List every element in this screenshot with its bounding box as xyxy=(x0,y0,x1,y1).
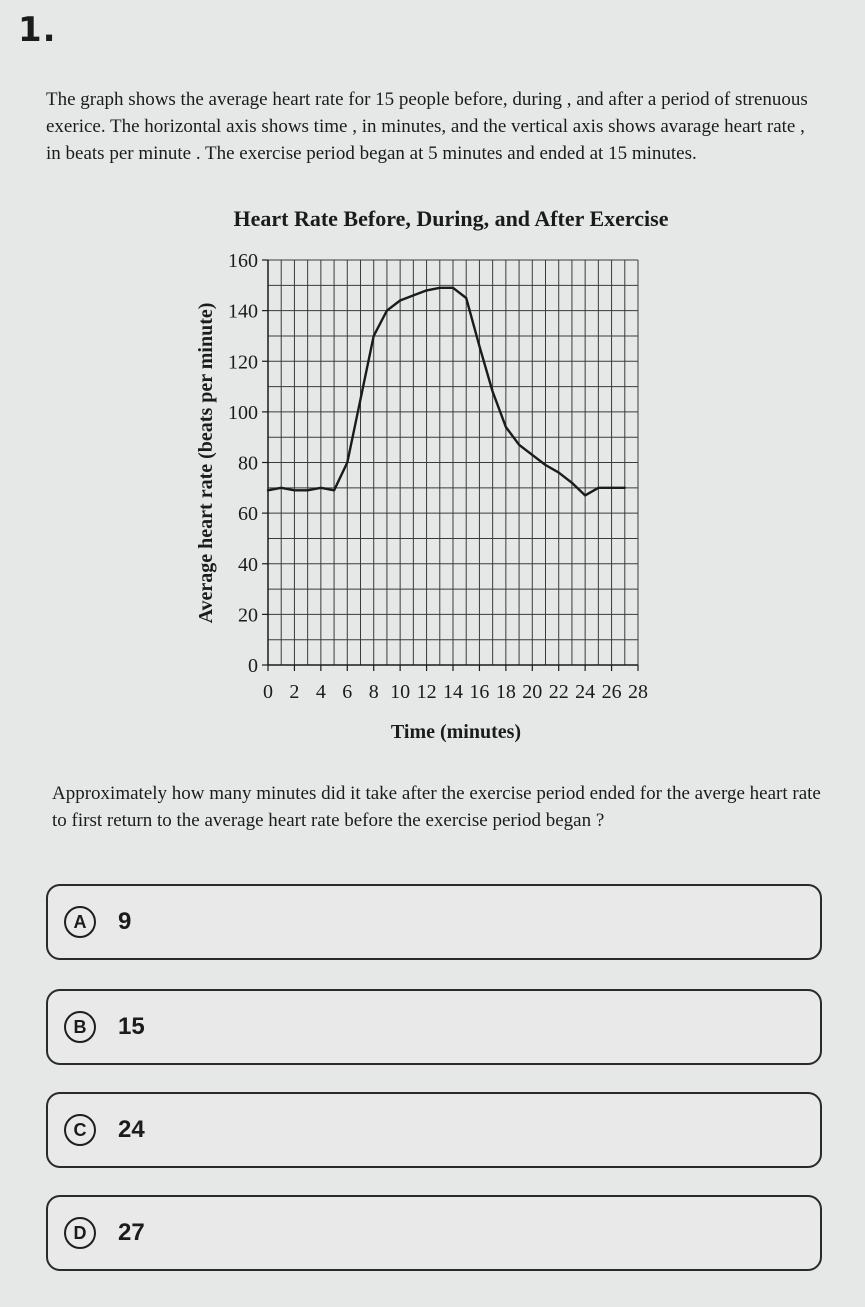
y-tick-label: 40 xyxy=(238,553,258,576)
x-tick-label: 0 xyxy=(263,681,273,703)
x-tick-label: 14 xyxy=(443,681,463,703)
x-tick-label: 6 xyxy=(342,681,353,703)
chart-title: Heart Rate Before, During, and After Exercise xyxy=(233,206,669,231)
choice-b-letter: B xyxy=(64,1011,96,1043)
y-tick-label: 80 xyxy=(238,452,258,475)
choice-d[interactable] xyxy=(46,1195,822,1271)
x-tick-label: 26 xyxy=(601,681,622,703)
choice-a-letter: A xyxy=(64,906,96,938)
x-tick-label: 4 xyxy=(315,681,326,703)
x-tick-label: 12 xyxy=(416,681,437,703)
choice-c-letter: C xyxy=(64,1114,96,1146)
y-axis-label: Average heart rate (beats per minute) xyxy=(195,302,217,624)
y-tick-label: 120 xyxy=(228,351,258,374)
choice-a[interactable] xyxy=(46,884,822,960)
x-tick-label: 2 xyxy=(289,681,300,703)
x-tick-label: 24 xyxy=(575,681,596,703)
y-axis-ticks xyxy=(228,250,268,677)
y-tick-label: 20 xyxy=(238,604,258,627)
series-group xyxy=(268,288,625,496)
x-tick-label: 22 xyxy=(548,681,569,703)
y-tick-label: 60 xyxy=(238,503,258,526)
question-text: Approximately how many minutes did it take after the exercise period ended for the averge heart rate to first return to the average heart rate before the exercise period began ? xyxy=(52,783,821,831)
y-tick-label: 160 xyxy=(228,250,258,272)
x-tick-label: 16 xyxy=(469,681,490,703)
choice-b-value: 15 xyxy=(118,1013,145,1040)
choice-c[interactable] xyxy=(46,1092,822,1168)
y-tick-label: 100 xyxy=(228,401,258,424)
grid-lines xyxy=(268,260,638,665)
x-tick-label: 18 xyxy=(495,681,516,703)
x-tick-label: 10 xyxy=(390,681,411,703)
x-tick-label: 28 xyxy=(628,681,648,703)
x-tick-label: 20 xyxy=(522,681,543,703)
choice-a-value: 9 xyxy=(118,908,132,935)
y-tick-label: 0 xyxy=(248,655,258,677)
choice-b[interactable] xyxy=(46,989,822,1065)
x-axis-ticks xyxy=(263,665,648,703)
x-axis-label: Time (minutes) xyxy=(390,721,522,743)
question-prompt: The graph shows the average heart rate for 15 people before, during , and after a period of strenuous exerice. The horizontal axis shows time , in minutes, and the vertical axis shows avarage heart rate , in beats per minute . The exercise period began at 5 minutes and ended at 15 minutes. xyxy=(46,89,808,164)
choice-d-letter: D xyxy=(64,1217,96,1249)
question-number: 1. xyxy=(18,10,57,50)
choice-c-value: 24 xyxy=(118,1116,145,1143)
series-line xyxy=(268,288,625,496)
x-tick-label: 8 xyxy=(368,681,379,703)
choice-d-value: 27 xyxy=(118,1219,145,1246)
y-tick-label: 140 xyxy=(228,300,258,323)
